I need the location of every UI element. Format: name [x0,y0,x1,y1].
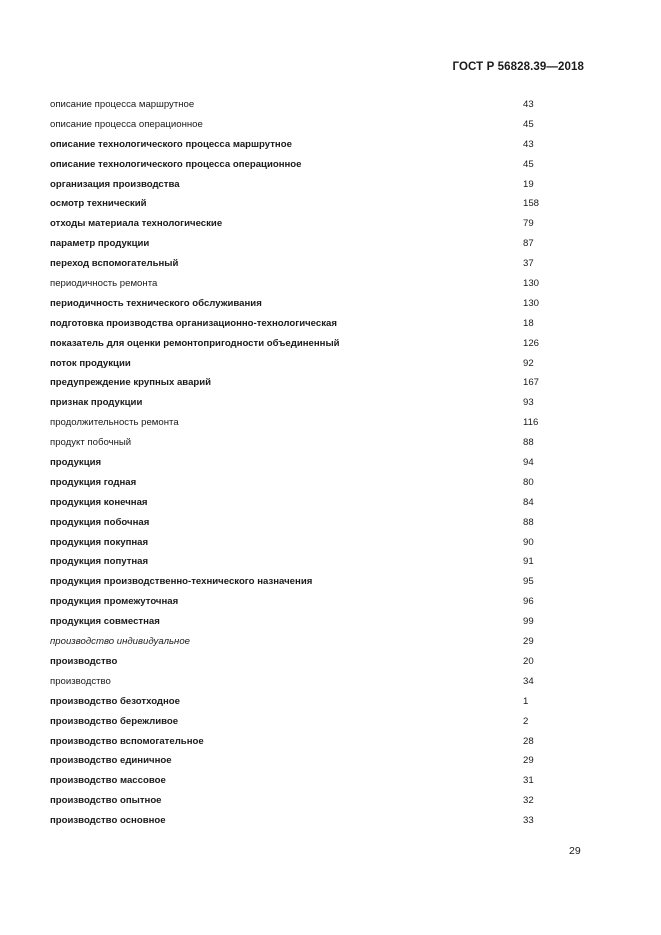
index-term: производство [50,655,118,667]
index-entry [50,255,540,275]
index-page-ref: 79 [523,218,534,230]
index-term: периодичность технического обслуживания [50,297,262,309]
index-entry [50,374,540,394]
index-term: подготовка производства организационно-технологическая [50,317,337,329]
index-entry [50,355,540,375]
index-entry [50,673,540,693]
index-term: производство массовое [50,775,166,787]
index-entry [50,235,540,255]
index-entry [50,335,540,355]
index-term: продукция побочная [50,516,150,528]
index-page-ref: 84 [523,496,534,508]
alphabetical-index [50,96,540,832]
index-entry [50,136,540,156]
index-term: описание технологического процесса операционное [50,158,302,170]
index-page-ref: 91 [523,556,534,568]
index-entry [50,613,540,633]
index-entry [50,693,540,713]
index-entry [50,96,540,116]
index-term: поток продукции [50,357,131,369]
index-page-ref: 130 [523,278,540,290]
index-entry [50,792,540,812]
index-page-ref: 126 [523,337,540,349]
index-page-ref: 2 [523,715,529,727]
index-term: производство основное [50,815,166,827]
index-page-ref: 29 [523,636,534,648]
index-term: производство [50,675,111,687]
index-entry [50,195,540,215]
index-term: производство опытное [50,795,162,807]
index-page-ref: 87 [523,238,534,250]
index-page-ref: 18 [523,317,534,329]
index-page-ref: 158 [523,198,540,210]
index-page-ref: 32 [523,795,534,807]
index-term: продолжительность ремонта [50,417,179,429]
index-page-ref: 93 [523,397,534,409]
index-page-ref: 20 [523,655,534,667]
index-entry [50,156,540,176]
index-term: продукция конечная [50,496,148,508]
index-term: отходы материала технологические [50,218,223,230]
index-term: производство единичное [50,755,172,767]
index-term: показатель для оценки ремонтопригодности объединенный [50,337,340,349]
index-entry [50,633,540,653]
index-term: предупреждение крупных аварий [50,377,212,389]
index-entry [50,315,540,335]
index-page-ref: 95 [523,576,534,588]
index-term: продукт побочный [50,437,132,449]
index-entry [50,534,540,554]
index-term: описание процесса маршрутное [50,99,195,110]
index-page-ref: 28 [523,735,534,747]
index-term: признак продукции [50,397,143,409]
index-page-ref: 88 [523,437,534,449]
index-term: продукция производственно-технического назначения [50,576,313,588]
index-page-ref: 130 [523,297,540,309]
index-entry [50,434,540,454]
index-entry [50,474,540,494]
index-term: производство безотходное [50,695,181,707]
index-entry [50,494,540,514]
index-entry [50,772,540,792]
index-entry [50,713,540,733]
index-term: организация производства [50,178,180,190]
index-entry [50,653,540,673]
index-entry [50,573,540,593]
index-term: периодичность ремонта [50,278,158,290]
index-page-ref: 19 [523,178,534,190]
index-entry [50,812,540,832]
index-page-ref: 45 [523,118,534,130]
index-page-ref: 94 [523,457,534,469]
index-term: продукция покупная [50,536,149,548]
index-page-ref: 45 [523,158,534,170]
index-entry [50,215,540,235]
index-term: описание технологического процесса маршрутное [50,138,292,150]
index-page-ref: 99 [523,616,534,628]
index-page-ref: 43 [523,99,534,110]
index-entry [50,176,540,196]
index-page-ref: 33 [523,815,534,827]
index-term: производство вспомогательное [50,735,204,747]
index-term: переход вспомогательный [50,258,179,270]
index-page-ref: 80 [523,476,534,488]
index-page-ref: 1 [523,695,529,707]
index-page-ref: 90 [523,536,534,548]
index-term: продукция годная [50,476,137,488]
index-term: параметр продукции [50,238,150,250]
index-page-ref: 88 [523,516,534,528]
index-page-ref: 96 [523,596,534,608]
index-term: продукция промежуточная [50,596,179,608]
index-page-ref: 29 [523,755,534,767]
index-entry [50,514,540,534]
index-entry [50,553,540,573]
index-page-ref: 167 [523,377,540,389]
index-page-ref: 31 [523,775,534,787]
index-page-ref: 43 [523,138,534,150]
index-entry [50,116,540,136]
index-entry [50,752,540,772]
index-page-ref: 34 [523,675,534,687]
index-entry [50,275,540,295]
index-entry [50,733,540,753]
index-entry [50,394,540,414]
index-term: продукция [50,457,102,469]
index-term: описание процесса операционное [50,118,203,130]
index-page-ref: 37 [523,258,534,270]
document-code-header: ГОСТ Р 56828.39—2018 [452,61,584,73]
index-page-ref: 116 [523,417,539,429]
index-term: производство индивидуальное [50,636,190,648]
index-term: производство бережливое [50,715,179,727]
page-number: 29 [569,845,581,857]
index-entry [50,593,540,613]
index-entry [50,295,540,315]
index-term: продукция совместная [50,616,160,628]
index-entry [50,454,540,474]
index-term: продукция попутная [50,556,149,568]
index-term: осмотр технический [50,198,147,210]
index-page-ref: 92 [523,357,534,369]
index-entry [50,414,540,434]
